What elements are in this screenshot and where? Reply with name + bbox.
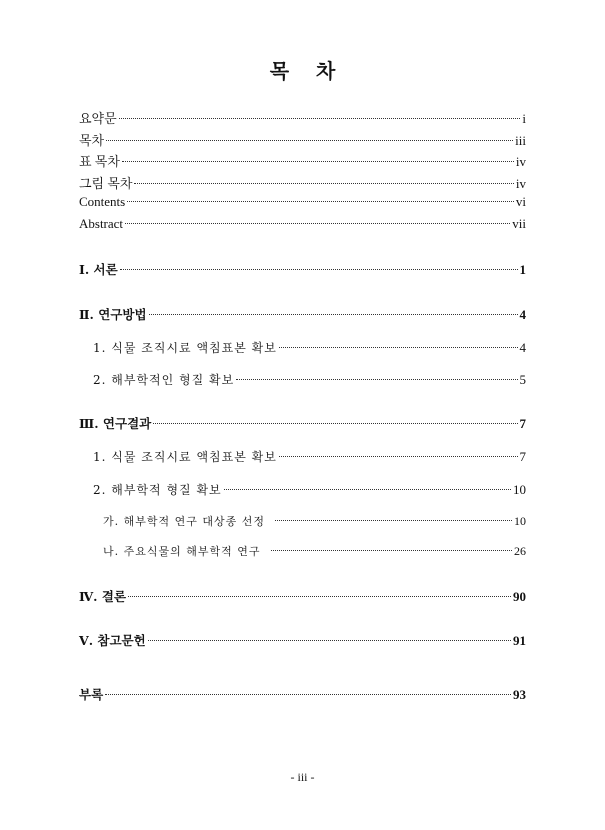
toc-section-3-2[interactable] bbox=[93, 481, 526, 498]
toc-page-number: 10 bbox=[514, 514, 526, 528]
toc-subsection-label: 나. 주요식물의 해부학적 연구 bbox=[103, 545, 261, 558]
toc-subsection-3-2-b[interactable] bbox=[103, 543, 526, 559]
dot-leader bbox=[106, 140, 513, 141]
toc-page-number: 4 bbox=[519, 340, 526, 355]
dot-leader bbox=[125, 223, 510, 224]
dot-leader bbox=[148, 640, 511, 641]
toc-chapter-label: Ⅴ. 참고문헌 bbox=[79, 633, 146, 648]
toc-entry-abstract[interactable] bbox=[79, 216, 526, 232]
toc-section-label: 2. 해부학적인 형질 확보 bbox=[93, 373, 235, 387]
toc-chapter-5[interactable] bbox=[79, 631, 526, 649]
toc-page-number: 5 bbox=[519, 372, 526, 387]
toc-page-number: 90 bbox=[513, 589, 526, 604]
toc-chapter-label: 부록 bbox=[79, 687, 104, 702]
toc-page-number: vii bbox=[512, 216, 526, 231]
toc-entry-contents-kr[interactable] bbox=[79, 130, 526, 149]
toc-page-number: 26 bbox=[514, 544, 526, 558]
toc-section-2-2[interactable] bbox=[93, 371, 526, 388]
toc-chapter-label: Ⅳ. 결론 bbox=[79, 589, 127, 604]
toc-entry-figure-list[interactable] bbox=[79, 173, 526, 192]
toc-chapter-label: Ⅰ. 서론 bbox=[79, 262, 118, 277]
toc-subsection-3-2-a[interactable] bbox=[103, 513, 526, 529]
toc-entry-label: Contents bbox=[79, 194, 126, 209]
toc-chapter-3[interactable] bbox=[79, 414, 526, 432]
dot-leader bbox=[119, 118, 521, 119]
toc-entry-label: 표 목차 bbox=[79, 154, 120, 169]
dot-leader bbox=[128, 596, 511, 597]
dot-leader bbox=[120, 269, 518, 270]
dot-leader bbox=[153, 423, 517, 424]
dot-leader bbox=[224, 489, 511, 490]
toc-page-number: vi bbox=[515, 194, 526, 209]
toc-chapter-2[interactable] bbox=[79, 305, 526, 323]
toc-chapter-label: Ⅲ. 연구결과 bbox=[79, 416, 152, 431]
toc-page-number: 4 bbox=[519, 307, 526, 322]
toc-entry-summary[interactable] bbox=[79, 108, 526, 127]
dot-leader bbox=[149, 314, 518, 315]
toc-page-number: iv bbox=[515, 154, 526, 169]
toc-section-label: 2. 해부학적 형질 확보 bbox=[93, 483, 222, 497]
toc-page-number: 7 bbox=[519, 449, 526, 464]
toc-entry-label: Abstract bbox=[79, 216, 124, 231]
toc-page-number: 91 bbox=[513, 633, 526, 648]
dot-leader bbox=[236, 379, 517, 380]
toc-page-number: 1 bbox=[519, 262, 526, 277]
toc-section-label: 1. 식물 조직시료 액침표본 확보 bbox=[93, 450, 277, 464]
toc-entry-contents-en[interactable] bbox=[79, 194, 526, 210]
toc-section-2-1[interactable] bbox=[93, 339, 526, 356]
dot-leader bbox=[105, 694, 511, 695]
toc-page-number: 7 bbox=[519, 416, 526, 431]
dot-leader bbox=[271, 550, 513, 551]
toc-chapter-4[interactable] bbox=[79, 587, 526, 605]
toc-section-label: 1. 식물 조직시료 액침표본 확보 bbox=[93, 341, 277, 355]
toc-chapter-1[interactable] bbox=[79, 260, 526, 278]
toc-appendix[interactable] bbox=[79, 685, 526, 703]
toc-entry-label: 목차 bbox=[79, 133, 105, 148]
dot-leader bbox=[279, 347, 518, 348]
dot-leader bbox=[122, 161, 514, 162]
page-number-footer: - iii - bbox=[290, 770, 315, 784]
toc-chapter-label: Ⅱ. 연구방법 bbox=[79, 307, 147, 322]
dot-leader bbox=[279, 456, 518, 457]
toc-page-number: 10 bbox=[513, 482, 526, 497]
toc-page-number: i bbox=[522, 111, 526, 126]
toc-page-number: iii bbox=[515, 133, 526, 148]
page-title: 목 차 bbox=[269, 59, 346, 83]
dot-leader bbox=[127, 201, 514, 202]
toc-subsection-label: 가. 해부학적 연구 대상종 선정 bbox=[103, 515, 265, 528]
toc-page-number: iv bbox=[515, 176, 526, 191]
dot-leader bbox=[134, 183, 513, 184]
toc-section-3-1[interactable] bbox=[93, 448, 526, 465]
toc-page-number: 93 bbox=[513, 687, 526, 702]
toc-entry-label: 그림 목차 bbox=[79, 176, 133, 191]
toc-entry-table-list[interactable] bbox=[79, 151, 526, 170]
toc-entry-label: 요약문 bbox=[79, 111, 117, 126]
dot-leader bbox=[275, 520, 512, 521]
